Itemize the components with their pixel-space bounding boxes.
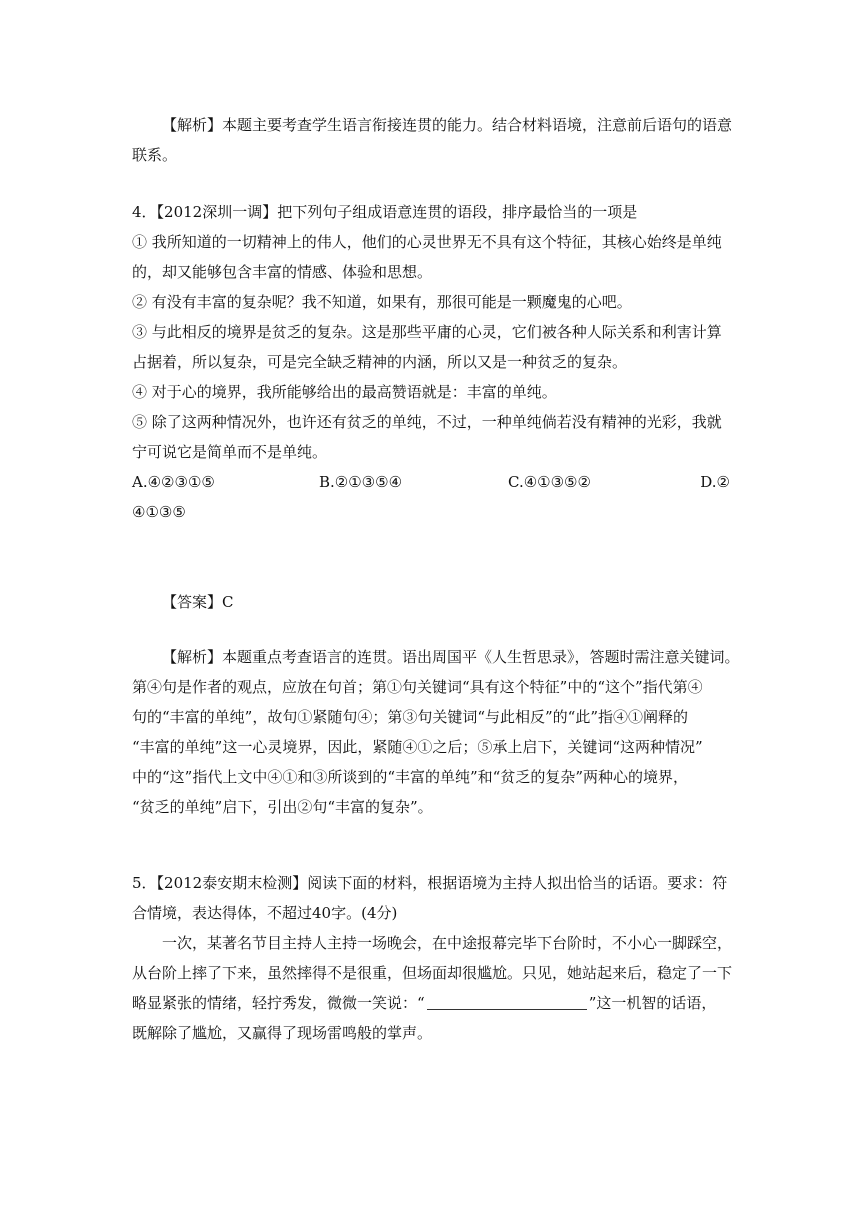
q4-analysis-line: “贫乏的单纯”启下，引出②句“丰富的复杂”。 — [132, 798, 433, 816]
q5-passage-end: 既解除了尴尬，又赢得了现场雷鸣般的掌声。 — [132, 1024, 433, 1042]
q5-close-text: ”这一机智的话语， — [588, 994, 717, 1012]
q3-analysis — [132, 110, 733, 170]
q4-answer-block — [132, 587, 730, 617]
q5-passage-line: 从台阶上摔了下来，虽然摔得不是很重，但场面却很尴尬。只见，她站起来后，稳定了一下 — [132, 964, 733, 982]
answer-blank[interactable] — [427, 991, 587, 1010]
q4-analysis-line: 中的“这”指代上文中④①和③所谈到的“丰富的单纯”和“贫乏的复杂”两种心的境界， — [132, 768, 689, 786]
q4-question — [132, 197, 730, 527]
q4-sentence-5: ⑤ 除了这两种情况外，也许还有贫乏的单纯，不过，一种单纯倘若没有精神的光彩，我就 — [132, 413, 722, 431]
q4-analysis — [132, 642, 740, 822]
option-b: B.②①③⑤④ — [319, 473, 403, 491]
q5-stem-line: 5．【2012泰安期末检测】阅读下面的材料，根据语境为主持人拟出恰当的话语。要求：符 — [132, 874, 728, 892]
q5-passage-text: 略显紧张的情绪，轻拧秀发，微微一笑说： — [132, 994, 418, 1012]
q4-analysis-line: 【解析】本题重点考查语言的连贯。语出周国平《人生哲思录》，答题时需注意关键词。 — [162, 648, 740, 666]
q4-analysis-line: 第④句是作者的观点，应放在句首；第①句关键词“具有这个特征”中的“这个”指代第④ — [132, 678, 703, 696]
q4-sentence-4: ④ 对于心的境界，我所能够给出的最高赞语就是：丰富的单纯。 — [132, 383, 557, 401]
q5-passage-line: 一次，某著名节目主持人主持一场晚会，在中途报幕完毕下台阶时，不小心一脚踩空， — [162, 934, 733, 952]
q4-sentence-1-cont: 的，却又能够包含丰富的情感、体验和思想。 — [132, 263, 433, 281]
q4-analysis-line: 句的“丰富的单纯”，故句①紧随句④；第③句关键词“与此相反”的“此”指④①阐释的 — [132, 708, 689, 726]
q5-open-quote: “ — [417, 994, 425, 1012]
option-d: D.② — [700, 473, 730, 491]
q3-analysis-line: 【解析】本题主要考查学生语言衔接连贯的能力。结合材料语境，注意前后语句的语意 — [162, 116, 733, 134]
q5-stem-line: 合情境，表达得体，不超过40字。(4分) — [132, 904, 398, 922]
q4-options — [132, 467, 730, 497]
q4-sentence-1: ① 我所知道的一切精神上的伟人，他们的心灵世界无不具有这个特征，其核心始终是单纯 — [132, 233, 722, 251]
q4-sentence-2: ② 有没有丰富的复杂呢？我不知道，如果有，那很可能是一颗魔鬼的心吧。 — [132, 293, 632, 311]
q3-analysis-line: 联系。 — [132, 146, 178, 164]
option-c: C.④①③⑤② — [508, 473, 591, 491]
q4-sentence-3-cont: 占据着，所以复杂，可是完全缺乏精神的内涵，所以又是一种贫乏的复杂。 — [132, 353, 628, 371]
q4-sentence-3: ③ 与此相反的境界是贫乏的复杂。这是那些平庸的心灵，它们被各种人际关系和利害计算 — [132, 323, 722, 341]
option-d-cont: ④①③⑤ — [132, 503, 186, 521]
q4-stem: 4．【2012深圳一调】把下列句子组成语意连贯的语段，排序最恰当的一项是 — [132, 203, 638, 221]
q4-analysis-line: “丰富的单纯”这一心灵境界，因此，紧随④①之后；⑤承上启下，关键词“这两种情况” — [132, 738, 703, 756]
q5-question — [132, 868, 733, 1048]
q5-passage-line-with-blank — [132, 988, 730, 1018]
option-a: A.④②③①⑤ — [132, 473, 215, 491]
q4-answer: 【答案】C — [162, 593, 234, 611]
q4-sentence-5-cont: 宁可说它是简单而不是单纯。 — [132, 443, 328, 461]
